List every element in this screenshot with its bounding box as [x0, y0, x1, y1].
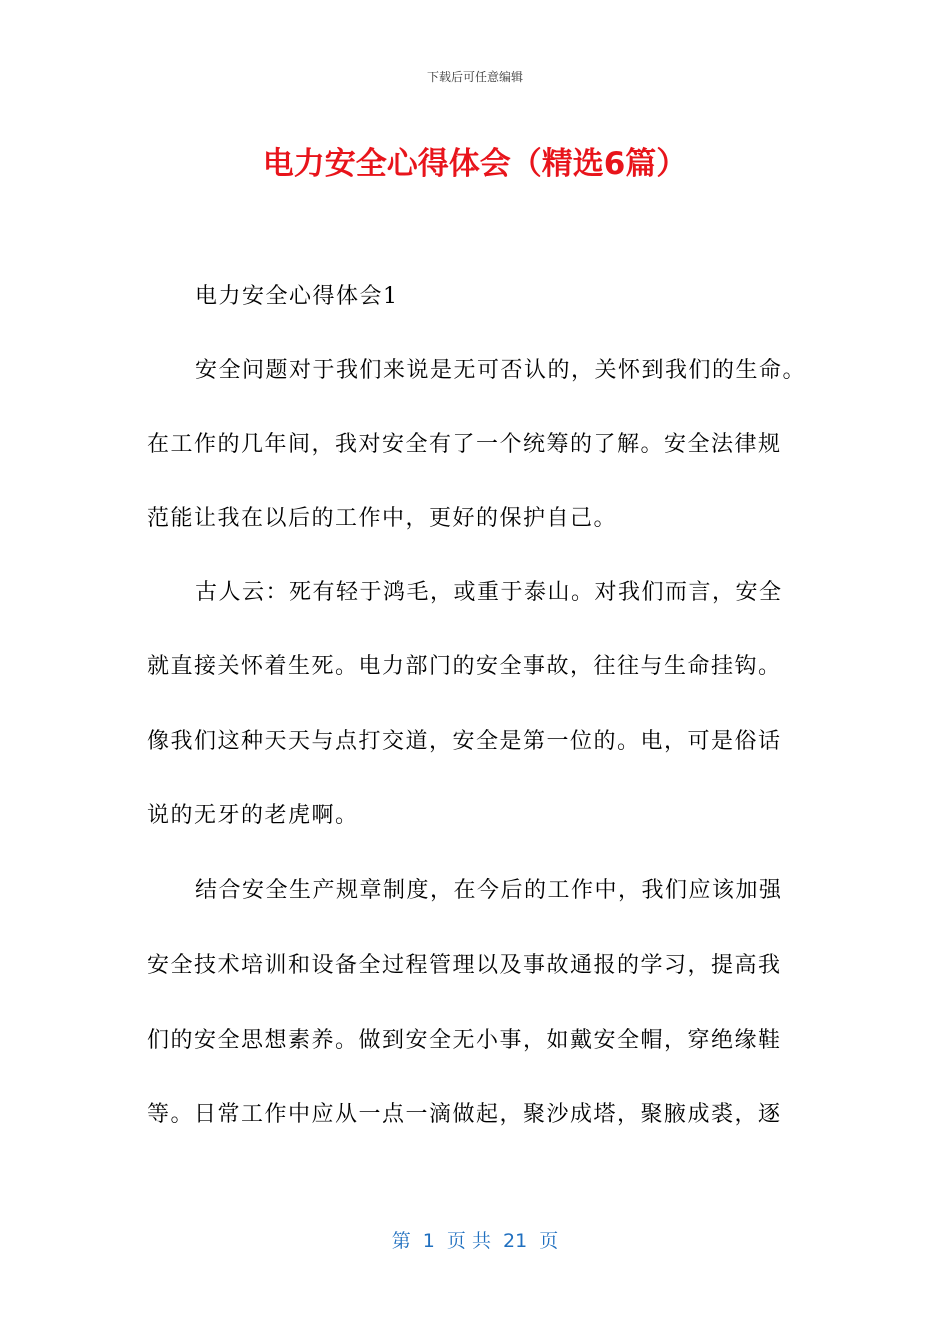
section-heading: 电力安全心得体会1 — [195, 284, 399, 309]
paragraph-line: 安全技术培训和设备全过程管理以及事故通报的学习，提高我 — [147, 953, 782, 978]
paragraph-line: 就直接关怀着生死。电力部门的安全事故，往往与生命挂钩。 — [147, 654, 782, 679]
paragraph-line: 像我们这种天天与点打交道，安全是第一位的。电，可是俗话 — [147, 729, 782, 754]
paragraph-line: 说的无牙的老虎啊。 — [147, 803, 359, 828]
document-title: 电力安全心得体会（精选6篇） — [262, 146, 688, 182]
paragraph-line: 安全问题对于我们来说是无可否认的，关怀到我们的生命。 — [195, 358, 807, 383]
paragraph-line: 古人云：死有轻于鸿毛，或重于泰山。对我们而言，安全 — [195, 580, 783, 605]
paragraph-line: 结合安全生产规章制度，在今后的工作中，我们应该加强 — [195, 878, 783, 903]
paragraph-line: 们的安全思想素养。做到安全无小事，如戴安全帽，穿绝缘鞋 — [147, 1028, 782, 1053]
paragraph-line: 在工作的几年间，我对安全有了一个统筹的了解。安全法律规 — [147, 432, 782, 457]
paragraph-line: 范能让我在以后的工作中，更好的保护自己。 — [147, 506, 618, 531]
header-note: 下载后可任意编辑 — [426, 70, 523, 84]
page-number: 第 1 页 共 21 页 — [391, 1230, 559, 1252]
paragraph-line: 等。日常工作中应从一点一滴做起，聚沙成塔，聚腋成裘，逐 — [147, 1102, 782, 1127]
